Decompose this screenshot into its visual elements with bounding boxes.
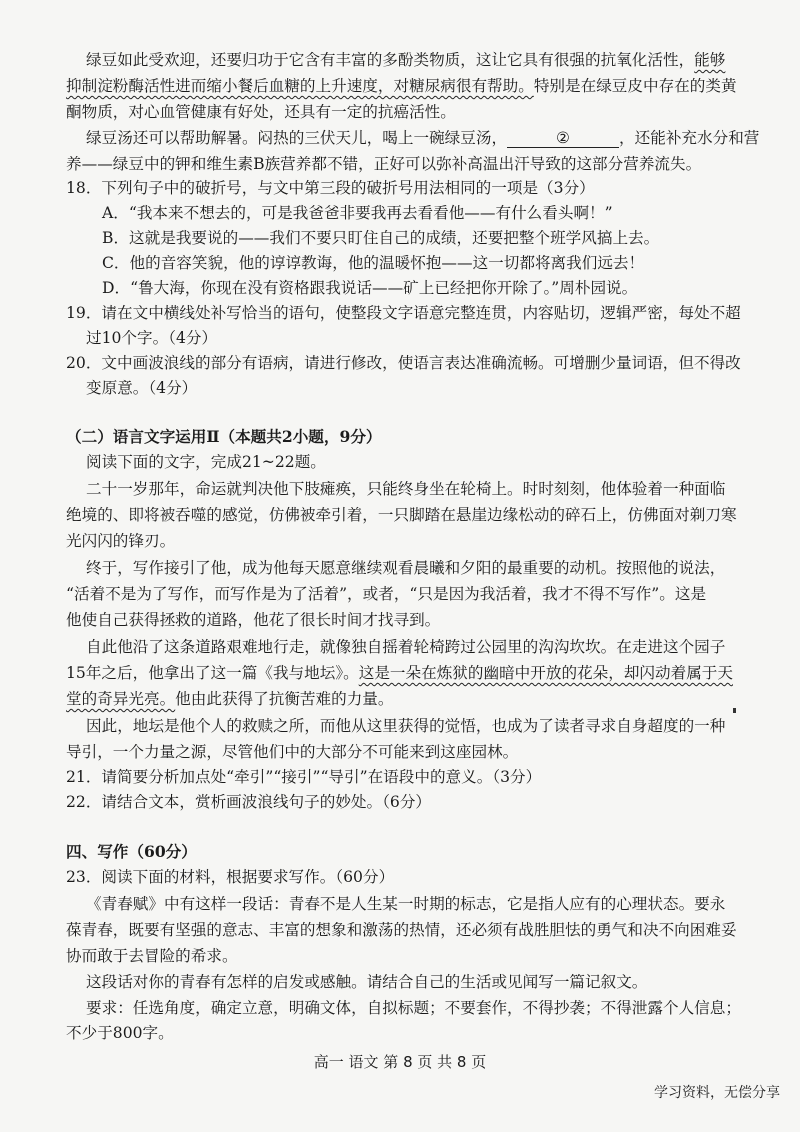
question-20-line: 20．文中画波浪线的部分有语病，请进行修改，使语言表达准确流畅。可增删少量词语，但不得改 (66, 354, 741, 372)
question-21: 21．请简要分析加点处“牵引”“接引”“导引”在语段中的意义。（3分） (66, 768, 542, 786)
passage-line: 导引，一个力量之源，尽管他们中的大部分不可能来到这座园林。 (66, 743, 519, 761)
passage-text: ，还能补充水分和营 (619, 129, 760, 147)
wavy-underlined-text: 堂的奇异光亮。 (66, 690, 176, 708)
passage-line: 终于，写作接引了他，成为他每天愿意继续观看晨曦和夕阳的最重要的动机。按照他的说法， (86, 559, 726, 577)
material-line: 葆青春，既要有坚强的意志、丰富的想象和激荡的热情，还必须有战胜胆怯的勇气和决不向困难妥 (66, 921, 737, 939)
passage-text: 特别是在绿豆皮中存在的类黄 (533, 77, 737, 95)
page-footer: 高一 语文 第 8 页 共 8 页 (313, 1053, 487, 1071)
passage-line: 绝境的、即将被吞噬的感觉，仿佛被牵引着，一只脚踏在悬崖边缘松动的碎石上，仿佛面对剃刀寒 (66, 506, 737, 524)
passage-line (86, 127, 759, 149)
passage-text: 他由此获得了抗衡苦难的力量。 (175, 690, 394, 708)
passage-line: 自此他沿了这条道路艰难地行走，就像独自摇着轮椅跨过公园里的沟沟坎坎。在走进这个园子 (86, 638, 726, 656)
material-line: 协而敢于去冒险的希求。 (66, 947, 238, 965)
section-intro: 阅读下面的文字，完成21~22题。 (86, 453, 326, 471)
question-19-line: 过10个字。（4分） (86, 329, 218, 347)
passage-line (66, 75, 737, 97)
question-19-line: 19．请在文中横线处补写恰当的语句，使整段文字语意完整连贯，内容贴切，逻辑严密，每处不超 (66, 304, 741, 322)
question-18-stem: 18．下列句子中的破折号，与文中第三段的破折号用法相同的一项是（3分） (66, 179, 595, 197)
question-20-line: 变原意。（4分） (86, 379, 198, 397)
scan-speck (733, 708, 736, 713)
passage-line: 因此，地坛是他个人的救赎之所，而他从这里获得的觉悟，也成为了读者寻求自身超度的一种 (86, 717, 726, 735)
wavy-underlined-text: 抑制淀粉酶活性进而缩小餐后血糖的上升速度，对糖尿病很有帮助。 (66, 77, 534, 95)
passage-text: 绿豆如此受欢迎，还要归功于它含有丰富的多酚类物质，这让它具有很强的抗氧化活性， (86, 51, 695, 69)
passage-line (66, 688, 394, 710)
question-23: 23．阅读下面的材料，根据要求写作。（60分） (66, 868, 395, 886)
writing-requirements: 不少于800字。 (66, 1024, 174, 1042)
option-b: B．这就是我要说的——我们不要只盯住自己的成绩，还要把整个班学风搞上去。 (102, 229, 660, 247)
watermark-text: 学习资料，无偿分享 (654, 1085, 780, 1101)
option-a: A．“我本来不想去的，可是我爸爸非要我再去看看他——有什么看头啊！” (102, 204, 613, 222)
wavy-underlined-text: 能够 (694, 51, 726, 69)
wavy-underlined-text: 这是一朵在炼狱的幽暗中开放的花朵，却闪动着属于天 (358, 664, 733, 682)
passage-line (66, 662, 733, 684)
passage-line (86, 49, 725, 71)
writing-prompt: 这段话对你的青春有怎样的启发或感触。请结合自己的生活或见闻写一篇记叙文。 (86, 973, 648, 991)
passage-line: “活着不是为了写作，而写作是为了活着”，或者，“只是因为我活着，我才不得不写作”。这是 (66, 585, 707, 603)
option-d: D．“鲁大海，你现在没有资格跟我说话——矿上已经把你开除了。”周朴园说。 (102, 279, 638, 297)
passage-text: 15年之后，他拿出了这一篇《我与地坛》。 (66, 664, 359, 682)
section-heading: 四、写作（60分） (66, 842, 197, 861)
passage-text: 绿豆汤还可以帮助解暑。闷热的三伏天儿，喝上一碗绿豆汤， (86, 129, 508, 147)
passage-line: 酮物质，对心血管健康有好处，还具有一定的抗癌活性。 (66, 103, 456, 121)
material-line: 《青春赋》中有这样一段话：青春不是人生某一时期的标志，它是指人应有的心理状态。要永 (86, 895, 726, 913)
option-c: C．他的音容笑貌，他的谆谆教诲，他的温暖怀抱——这一切都将离我们远去！ (102, 254, 645, 272)
passage-line: 养——绿豆中的钾和维生素B族营养都不错，正好可以弥补高温出汗导致的这部分营养流失。 (66, 155, 702, 173)
section-heading: （二）语言文字运用Ⅱ（本题共2小题，9分） (66, 427, 382, 446)
answer-blank: ② (507, 129, 619, 148)
writing-requirements: 要求：任选角度，确定立意，明确文体，自拟标题；不要套作，不得抄袭；不得泄露个人信息； (86, 999, 741, 1017)
question-22: 22．请结合文本，赏析画波浪线句子的妙处。（6分） (66, 793, 432, 811)
passage-line: 光闪闪的锋刃。 (66, 532, 176, 550)
passage-line: 他使自己获得拯救的道路，他花了很长时间才找寻到。 (66, 611, 441, 629)
passage-line: 二十一岁那年，命运就判决他下肢瘫痪，只能终身坐在轮椅上。时时刻刻，他体验着一种面临 (86, 480, 726, 498)
